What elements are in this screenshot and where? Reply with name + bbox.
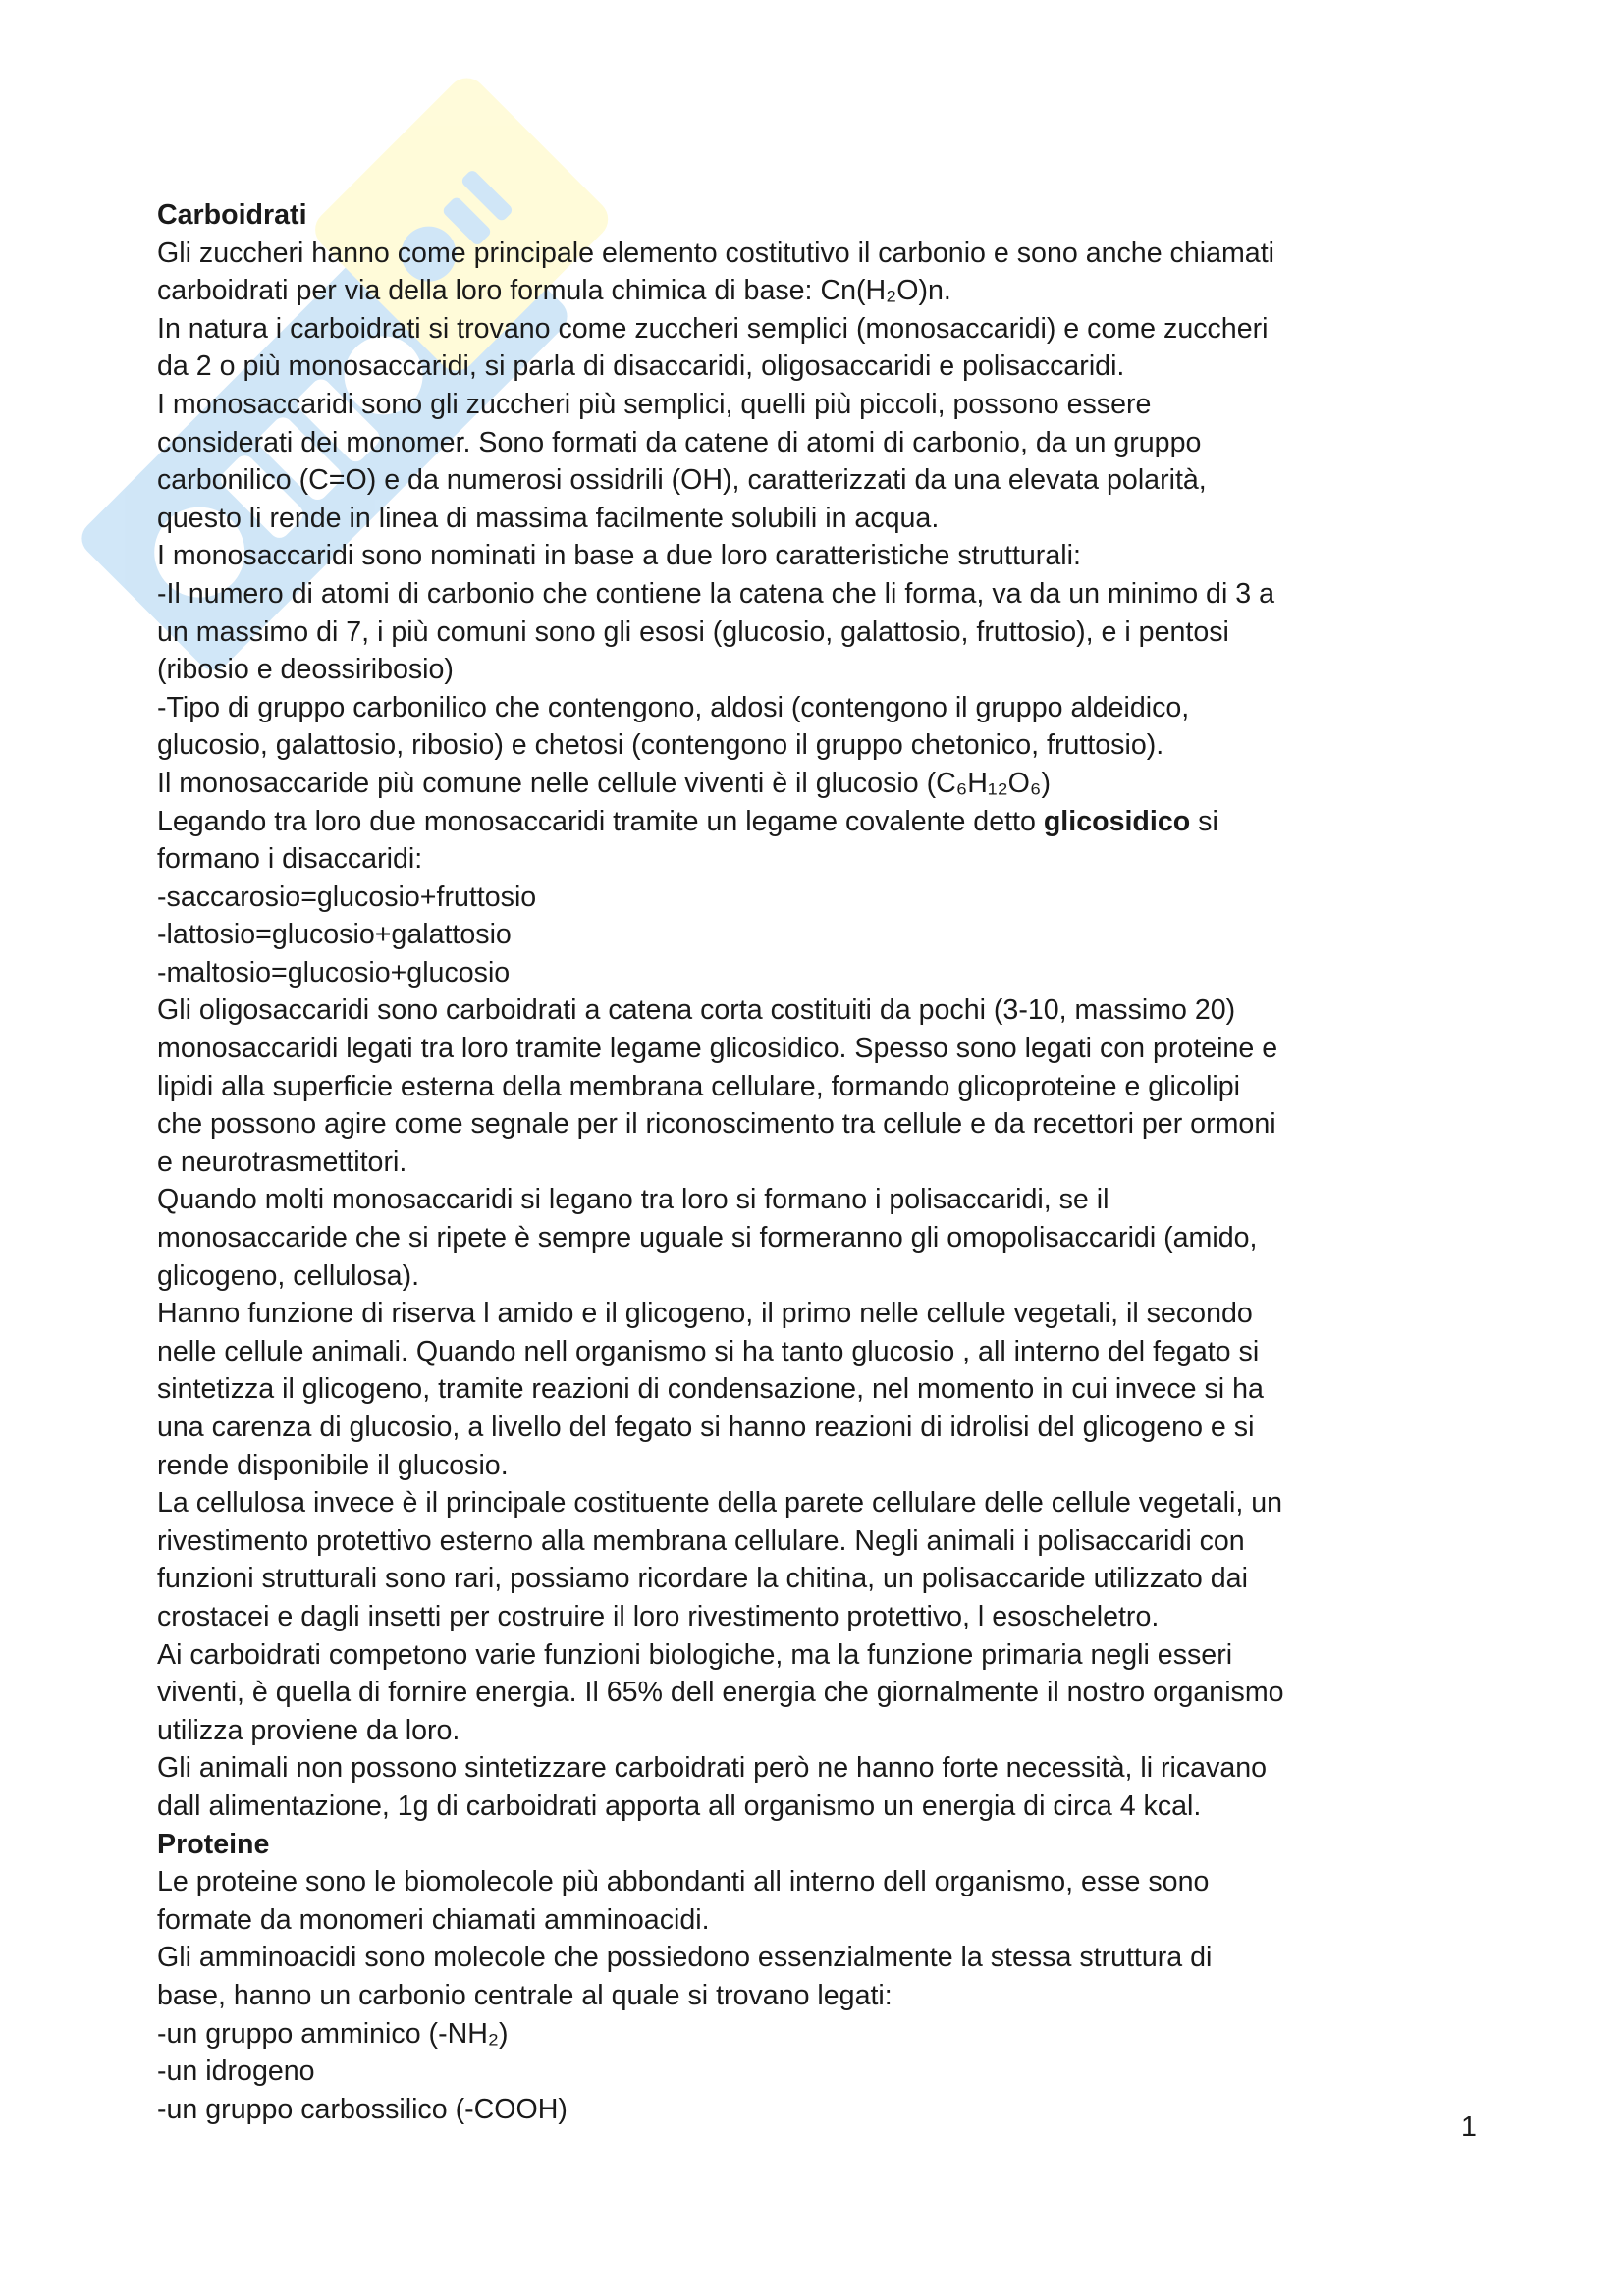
page-number: 1 (1461, 2111, 1477, 2143)
text-line: glicogeno, cellulosa). (157, 1259, 420, 1292)
text-line: Gli oligosaccaridi sono carboidrati a catena corta costituiti da pochi (3-10, massimo 20) (157, 994, 1236, 1027)
text-span: Legando tra loro due monosaccaridi tramite un legame covalente detto (157, 805, 1044, 837)
text-line: nelle cellule animali. Quando nell organismo si ha tanto glucosio , all interno del fegato si (157, 1335, 1260, 1367)
text-line: -un gruppo carbossilico (-COOH) (157, 2093, 568, 2125)
text-line: -un gruppo amminico (-NH₂) (157, 2017, 509, 2050)
text-line: utilizza proviene da loro. (157, 1714, 460, 1746)
text-line: Gli zuccheri hanno come principale elemento costitutivo il carbonio e sono anche chiamati (157, 237, 1275, 269)
text-line: Hanno funzione di riserva l amido e il glicogeno, il primo nelle cellule vegetali, il secondo (157, 1298, 1253, 1330)
text-line: viventi, è quella di fornire energia. Il 65% dell energia che giornalmente il nostro organismo (157, 1677, 1284, 1709)
text-line: funzioni strutturali sono rari, possiamo ricordare la chitina, un polisaccaride utilizzato dai (157, 1563, 1248, 1595)
text-line: glucosio, galattosio, ribosio) e chetosi (contengono il gruppo chetonico, fruttosio). (157, 729, 1164, 762)
text-line: questo li rende in linea di massima facilmente solubili in acqua. (157, 502, 940, 534)
text-line: che possono agire come segnale per il riconoscimento tra cellule e da recettori per ormoni (157, 1108, 1276, 1141)
text-line: -un idrogeno (157, 2056, 315, 2088)
text-line: base, hanno un carbonio centrale al quale si trovano legati: (157, 1979, 893, 2011)
bold-term: glicosidico (1043, 805, 1191, 837)
text-line: In natura i carboidrati si trovano come zuccheri semplici (monosaccaridi) e come zuccheri (157, 312, 1269, 345)
text-line: Il monosaccaride più comune nelle cellule viventi è il glucosio (C₆H₁₂O₆) (157, 767, 1051, 799)
document-body (157, 196, 1492, 2128)
section-heading: Proteine (157, 1828, 270, 1860)
text-line: un massimo di 7, i più comuni sono gli esosi (glucosio, galattosio, fruttosio), e i pentosi (157, 615, 1229, 648)
text-line: dall alimentazione, 1g di carboidrati apporta all organismo un energia di circa 4 kcal. (157, 1789, 1202, 1822)
text-line: crostacei e dagli insetti per costruire il loro rivestimento protettivo, l esoscheletro. (157, 1600, 1160, 1632)
text-line: monosaccaride che si ripete è sempre uguale si formeranno gli omopolisaccaridi (amido, (157, 1222, 1258, 1255)
text-line: una carenza di glucosio, a livello del fegato si hanno reazioni di idrolisi del glicogeno e si (157, 1412, 1255, 1443)
text-line: -Il numero di atomi di carbonio che contiene la catena che li forma, va da un minimo di 3 a (157, 577, 1274, 610)
text-span: si (1190, 805, 1218, 837)
text-line: rivestimento protettivo esterno alla membrana cellulare. Negli animali i polisaccaridi con (157, 1524, 1245, 1557)
text-line: -maltosio=glucosio+glucosio (157, 956, 511, 988)
text-line: -Tipo di gruppo carbonilico che contengono, aldosi (contengono il gruppo aldeidico, (157, 691, 1190, 723)
text-line: Gli amminoacidi sono molecole che possiedono essenzialmente la stessa struttura di (157, 1942, 1213, 1974)
text-line: Gli animali non possono sintetizzare carboidrati però ne hanno forte necessità, li ricavano (157, 1752, 1268, 1785)
text-line: Ai carboidrati competono varie funzioni biologiche, ma la funzione primaria negli esseri (157, 1638, 1233, 1671)
text-line: (ribosio e deossiribosio) (157, 654, 454, 686)
text-line: Quando molti monosaccaridi si legano tra loro si formano i polisaccaridi, se il (157, 1184, 1109, 1216)
text-line (157, 803, 1492, 841)
text-line: da 2 o più monosaccaridi, si parla di disaccaridi, oligosaccaridi e polisaccaridi. (157, 350, 1125, 383)
text-line: sintetizza il glicogeno, tramite reazioni di condensazione, nel momento in cui invece si ha (157, 1373, 1264, 1406)
text-line: e neurotrasmettitori. (157, 1146, 407, 1178)
text-line: formate da monomeri chiamati amminoacidi. (157, 1903, 710, 1936)
text-line: monosaccaridi legati tra loro tramite legame glicosidico. Spesso sono legati con proteine e (157, 1033, 1278, 1065)
text-line: rende disponibile il glucosio. (157, 1449, 509, 1481)
text-line: Le proteine sono le biomolecole più abbondanti all interno dell organismo, esse sono (157, 1866, 1210, 1898)
text-line: carbonilico (C=O) e da numerosi ossidrili (OH), caratterizzati da una elevata polarità, (157, 464, 1207, 497)
text-line: carboidrati per via della loro formula chimica di base: Cn(H₂O)n. (157, 275, 951, 307)
text-line: I monosaccaridi sono nominati in base a due loro caratteristiche strutturali: (157, 540, 1081, 572)
text-line: lipidi alla superficie esterna della membrana cellulare, formando glicoproteine e glicolipi (157, 1070, 1241, 1102)
text-line: -saccarosio=glucosio+fruttosio (157, 881, 537, 913)
text-line: La cellulosa invece è il principale costituente della parete cellulare delle cellule vegetali, un (157, 1487, 1283, 1520)
text-line: -lattosio=glucosio+galattosio (157, 919, 512, 951)
section-heading: Carboidrati (157, 199, 307, 231)
text-line: formano i disaccaridi: (157, 843, 423, 876)
text-line: considerati dei monomer. Sono formati da catene di atomi di carbonio, da un gruppo (157, 426, 1202, 458)
text-line: I monosaccaridi sono gli zuccheri più semplici, quelli più piccoli, possono essere (157, 388, 1152, 420)
